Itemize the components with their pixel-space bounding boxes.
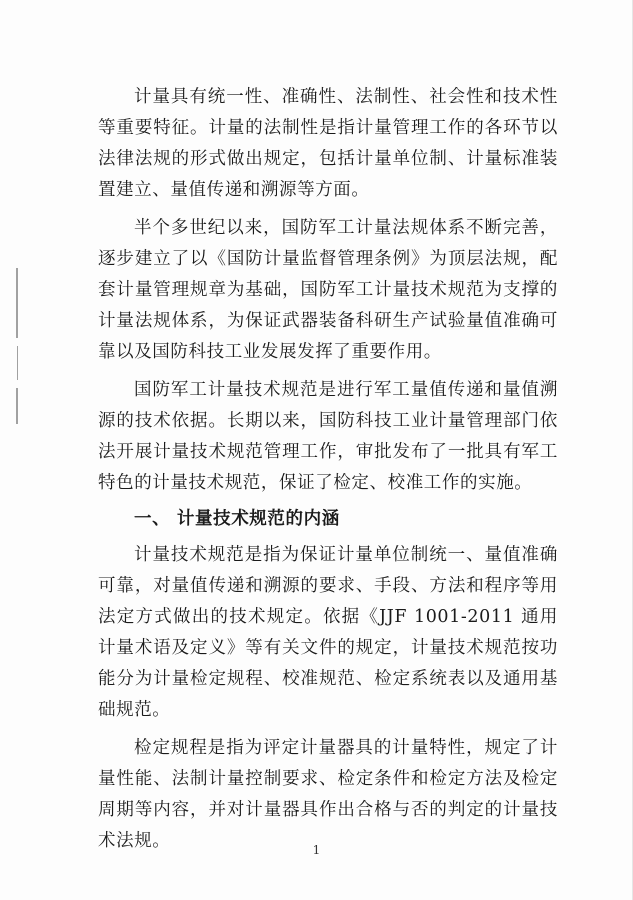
paragraph: 半个多世纪以来，国防军工计量法规体系不断完善，逐步建立了以《国防计量监督管理条例》为顶层法规，配套计量管理规章为基础，国防军工计量技术规范为支撑的计量法规体系，为保证武器装备科研生产试验量值准确可靠以及国防科技工业发展发挥了重要作用。 <box>98 218 558 362</box>
paragraph: 检定规程是指为评定计量器具的计量特性，规定了计量性能、法制计量控制要求、检定条件和检定方法及检定周期等内容，并对计量器具作出合格与否的判定的计量技术法规。 <box>98 738 558 851</box>
scan-edge-mark <box>16 268 18 338</box>
paragraph: 国防军工计量技术规范是进行军工量值传递和量值溯源的技术依据。长期以来，国防科技工业计量管理部门依法开展计量技术规范管理工作，审批发布了一批具有军工特色的计量技术规范，保证了检定、校准工作的实施。 <box>98 380 558 493</box>
body-text <box>98 82 558 857</box>
paragraph: 计量技术规范是指为保证计量单位制统一、量值准确可靠，对量值传递和溯源的要求、手段、方法和程序等用法定方式做出的技术规定。依据《JJF 1001-2011 通用计量术语及定义》等有关文件的规定，计量技术规范按功能分为计量检定规程、校准规范、检定系统表以及通用基础规范。 <box>98 545 558 720</box>
scan-edge-mark <box>16 388 18 424</box>
paragraph: 计量具有统一性、准确性、法制性、社会性和技术性等重要特征。计量的法制性是指计量管理工作的各环节以法律法规的形式做出规定，包括计量单位制、计量标准装置建立、量值传递和溯源等方面。 <box>98 87 558 200</box>
page-number: 1 <box>312 843 321 857</box>
scan-edge-mark <box>17 346 18 380</box>
section-heading: 一、 计量技术规范的内涵 <box>134 509 340 529</box>
